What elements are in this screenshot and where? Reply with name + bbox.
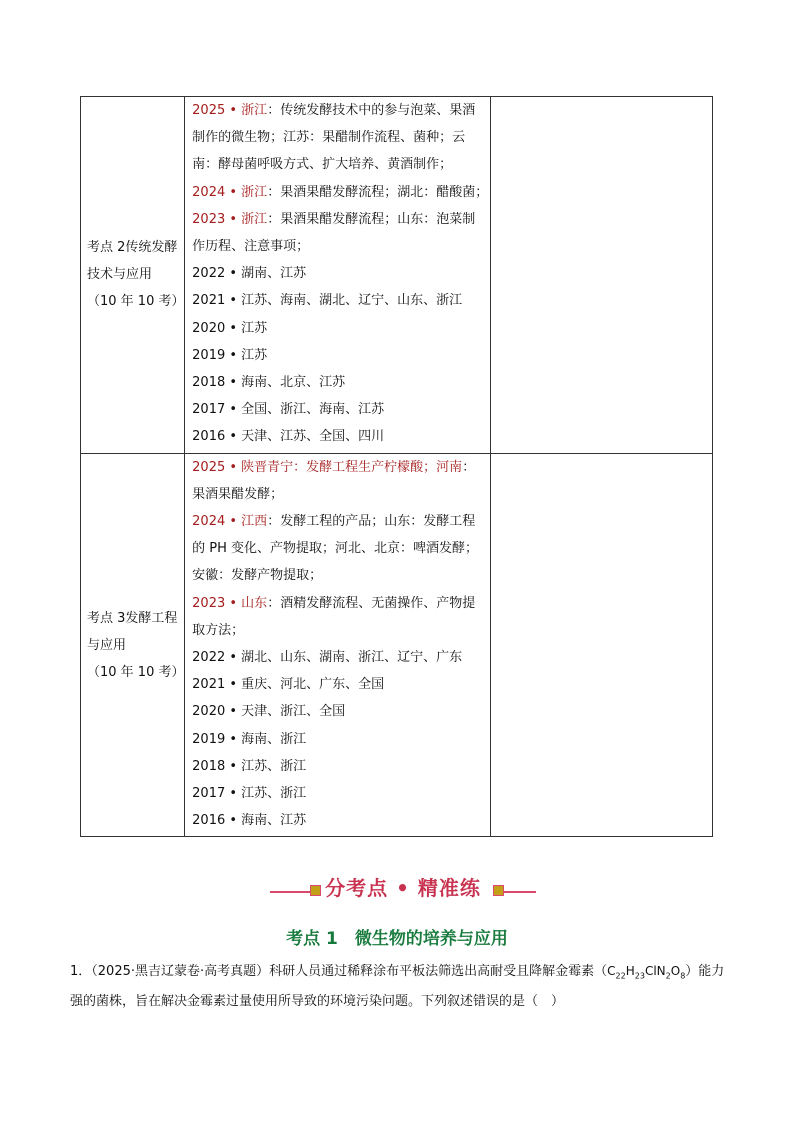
exam-list-line <box>192 124 483 151</box>
exam-detail: 2017 • 江苏、浙江 <box>192 786 307 802</box>
exam-analysis-table <box>80 96 713 837</box>
exam-detail: ：传统发酵技术中的参与泡菜、果酒 <box>267 103 476 118</box>
section-title: 分考点 • 精准练 <box>325 876 481 900</box>
empty-cell <box>490 453 712 837</box>
exam-list-line <box>192 508 483 535</box>
empty-cell <box>490 97 712 454</box>
exam-list-line <box>192 481 483 508</box>
exam-detail: 制作的微生物；江苏：果醋制作流程、菌种；云 <box>192 130 466 146</box>
table-row <box>81 453 713 837</box>
exam-list-line <box>192 151 483 178</box>
exam-list-line <box>192 260 483 287</box>
exam-year-region: 2024 • 江西 <box>192 514 268 530</box>
exam-detail: 2022 • 湖南、江苏 <box>192 266 307 282</box>
exam-list-line <box>192 179 489 206</box>
exam-detail: 2016 • 天津、江苏、全国、四川 <box>192 429 385 445</box>
question-1 <box>70 958 730 1015</box>
exam-list-line <box>192 644 483 671</box>
exam-detail: 的 PH 变化、产物提取；河北、北京：啤酒发酵； <box>192 541 479 557</box>
exam-detail: ：酒精发酵流程、无菌操作、产物提 <box>267 595 476 611</box>
exam-list-line <box>192 617 483 644</box>
section-heading <box>270 872 536 902</box>
exam-year-region: 2024 • 浙江 <box>192 184 268 200</box>
exam-year-region: 2025 • 浙江 <box>192 103 268 118</box>
exam-detail: ：果酒果醋发酵流程；湖北：醋酸菌； <box>267 184 489 200</box>
exam-list-cell <box>185 97 490 454</box>
exam-list-line <box>192 780 483 807</box>
chemical-formula: $C_{22}H_{23}ClN_2O_8$ <box>607 964 686 981</box>
exam-detail: 2021 • 江苏、海南、湖北、辽宁、山东、浙江 <box>192 293 463 309</box>
exam-year-region: 2023 • 山东 <box>192 595 268 611</box>
exam-list-line <box>192 342 483 369</box>
kaodian-count: （10 年 10 考） <box>87 294 185 310</box>
table-row <box>81 97 713 454</box>
exam-detail: 2022 • 湖北、山东、湖南、浙江、辽宁、广东 <box>192 650 463 666</box>
exam-detail: ： <box>462 459 476 475</box>
exam-detail: 果酒果醋发酵； <box>192 486 284 502</box>
exam-list-line <box>192 590 483 617</box>
kaodian-label: 考点 3发酵工程与应用 <box>87 610 178 653</box>
exam-detail: 2018 • 江苏、浙江 <box>192 758 307 774</box>
exam-detail: 取方法； <box>192 622 245 638</box>
exam-detail: 2019 • 海南、浙江 <box>192 731 307 747</box>
exam-list-line <box>192 287 483 314</box>
kaodian-cell <box>81 453 185 837</box>
exam-detail: 2020 • 江苏 <box>192 320 268 336</box>
exam-list-line <box>192 454 483 481</box>
question-text-end: ）能力强的菌株，旨在解决金霉素过量使用所导致的环境污染问题。下列叙述错误的是（ ） <box>70 964 725 1010</box>
exam-list-line <box>192 726 483 753</box>
exam-detail: ：发酵工程的产品；山东：发酵工程 <box>267 514 476 530</box>
exam-detail: 作历程、注意事项； <box>192 239 310 255</box>
exam-year-region: 2023 • 浙江 <box>192 211 268 227</box>
exam-list-line <box>192 535 483 562</box>
question-source: （2025·黑吉辽蒙卷·高考真题） <box>91 964 270 979</box>
exam-list-line <box>192 753 483 780</box>
exam-detail: 南：酵母菌呼吸方式、扩大培养、黄酒制作； <box>192 157 453 173</box>
kaodian-count: （10 年 10 考） <box>87 664 185 680</box>
question-text: 科研人员通过稀释涂布平板法筛选出高耐受且降解金霉素（ <box>269 964 608 979</box>
exam-list-line <box>192 369 483 396</box>
question-number: 1． <box>70 964 92 979</box>
exam-list-line <box>192 206 483 233</box>
exam-list-line <box>192 97 483 124</box>
exam-list-line <box>192 233 483 260</box>
exam-list-line <box>192 423 483 450</box>
exam-detail: 2018 • 海南、北京、江苏 <box>192 375 346 391</box>
exam-detail: 安徽：发酵产物提取； <box>192 568 323 584</box>
exam-detail: ：果酒果醋发酵流程；山东：泡菜制 <box>267 211 476 227</box>
exam-detail: 2021 • 重庆、河北、广东、全国 <box>192 677 385 693</box>
kaodian-label: 考点 2传统发酵技术与应用 <box>87 240 178 283</box>
exam-list-line <box>192 698 483 725</box>
exam-detail: 2020 • 天津、浙江、全国 <box>192 704 346 720</box>
exam-list-line <box>192 807 483 834</box>
exam-list-line <box>192 562 483 589</box>
exam-detail: 2016 • 海南、江苏 <box>192 813 307 829</box>
exam-year-region: 2025 • 陕晋青宁：发酵工程生产柠檬酸；河南 <box>192 459 463 475</box>
exam-list-cell <box>185 453 490 837</box>
exam-list-line <box>192 315 483 342</box>
exam-detail: 2017 • 全国、浙江、海南、江苏 <box>192 402 385 418</box>
exam-list-line <box>192 396 483 423</box>
kaodian-cell <box>81 97 185 454</box>
exam-list-line <box>192 671 483 698</box>
exam-detail: 2019 • 江苏 <box>192 347 268 363</box>
kaodian-subtitle: 考点 1 微生物的培养与应用 <box>286 929 508 949</box>
